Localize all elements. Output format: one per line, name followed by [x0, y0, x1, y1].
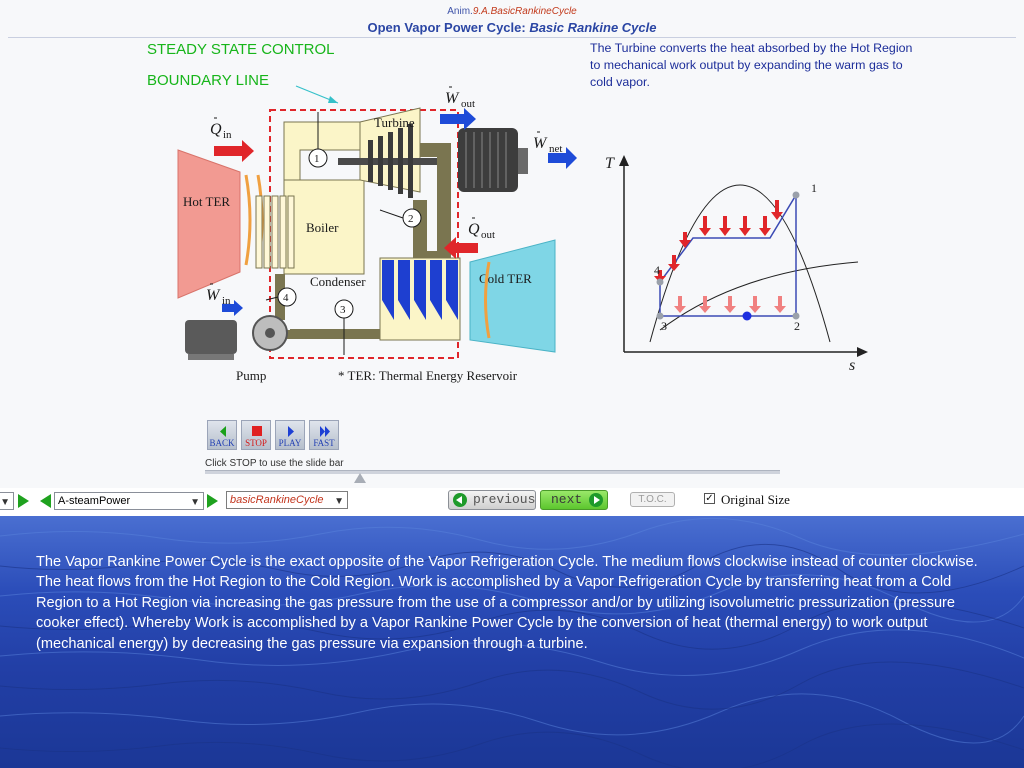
original-size-checkbox[interactable]: ✓ — [705, 493, 714, 504]
high-pressure-isobar — [660, 262, 858, 330]
title-sub: Basic Rankine Cycle — [529, 20, 657, 35]
steady-state-label-2: BOUNDARY LINE — [147, 72, 269, 89]
play-label: PLAY — [278, 438, 302, 448]
state-3-label: 3 — [340, 304, 346, 316]
chapter-select[interactable] — [54, 492, 204, 510]
anim-module: 9.A.BasicRankineCycle — [472, 6, 577, 17]
ts-state-4-label: 4 — [654, 263, 660, 277]
hot-ter-block — [178, 150, 240, 298]
boundary-pointer-head — [328, 96, 338, 103]
ts-state-4-dot — [657, 279, 664, 286]
q-in-symbol: Q — [210, 121, 222, 138]
animation-select-value: basicRankineCycle — [230, 494, 324, 506]
animation-id — [0, 6, 1024, 17]
stop-label: STOP — [245, 438, 267, 448]
ts-state-1-label: 1 — [811, 181, 817, 195]
play-icon — [285, 425, 297, 438]
animation-select[interactable] — [226, 491, 348, 509]
generator-cap — [518, 148, 528, 174]
fast-button[interactable] — [309, 420, 339, 450]
ts-state-2-label: 2 — [794, 319, 800, 333]
w-net-symbol: W — [533, 135, 547, 152]
q-out-symbol: Q — [468, 221, 480, 238]
w-out-sub: out — [461, 98, 476, 110]
original-size-label: Original Size — [721, 492, 790, 507]
rankine-schematic — [170, 78, 590, 398]
green-arrow-left-icon — [40, 494, 51, 508]
toc-label: T.O.C. — [638, 494, 667, 505]
slider-hint: Click STOP to use the slide bar — [205, 458, 344, 469]
state-1-label: 1 — [314, 153, 320, 165]
q-out-sub: out — [481, 229, 496, 241]
stop-icon — [251, 425, 263, 438]
t-axis-arrow — [619, 155, 629, 166]
state-2-label: 2 — [408, 213, 414, 225]
w-in-symbol: W — [206, 287, 220, 304]
slide-bar[interactable] — [205, 470, 780, 474]
slide-bar-thumb[interactable] — [354, 473, 366, 483]
previous-label: previous — [473, 492, 536, 507]
chapter-select-value: A-steamPower — [58, 495, 131, 507]
toc-button[interactable] — [630, 492, 675, 507]
previous-arrow-icon — [453, 493, 467, 507]
s-axis-label: s — [849, 357, 856, 374]
back-label: BACK — [209, 438, 235, 448]
steady-state-label-1: STEADY STATE CONTROL — [147, 41, 335, 58]
condenser-pump-pipe — [290, 330, 380, 334]
back-button[interactable] — [207, 420, 237, 450]
ts-diagram — [595, 150, 885, 380]
pump-label: Pump — [236, 368, 267, 383]
next-button[interactable] — [540, 490, 608, 510]
ts-heat-out-arrows — [674, 296, 786, 313]
ts-moving-state-marker — [743, 312, 752, 321]
boiler-label: Boiler — [306, 220, 339, 235]
chevron-down-icon: ▼ — [334, 496, 344, 507]
back-icon — [217, 425, 229, 438]
w-in-sub: in — [222, 295, 231, 307]
pump-base — [188, 354, 234, 360]
anim-prefix: Anim. — [447, 6, 473, 17]
s-axis-arrow — [857, 347, 868, 357]
previous-button[interactable] — [448, 490, 536, 510]
play-button[interactable] — [275, 420, 305, 450]
w-net-sub: net — [549, 143, 563, 155]
hot-ter-label: Hot TER — [183, 194, 231, 209]
slide-paragraph: The Vapor Rankine Power Cycle is the exact opposite of the Vapor Refrigeration Cycle. The medium flows clockwise instead of counter clockwise. The heat flows from the Hot Region to the Cold Region. Work is accomplished by a Vapor Refrigeration Cycle by transferring heat from a Cold Region to a Hot Region via increasing the gas pressure from the use of a compressor and/or by utilizing isovolumetric pressurization (pressure cooker effect). Whereby Work is accomplished by a Vapor Rankine Power Cycle by the conversion of heat (thermal energy) to work output (mechanical energy) by decreasing the gas pressure via expansion through a turbine. — [36, 554, 978, 652]
green-arrow-right-icon — [207, 494, 218, 508]
q-in-sub: in — [223, 129, 232, 141]
green-arrow-icon — [18, 494, 29, 508]
state-4-label: 4 — [283, 292, 289, 304]
next-arrow-icon — [589, 493, 603, 507]
cold-ter-label: Cold TER — [479, 271, 532, 286]
hot-ter-wave-1 — [246, 175, 250, 265]
title-main: Open Vapor Power Cycle: — [367, 20, 530, 35]
title-divider — [8, 37, 1016, 38]
stop-button[interactable] — [241, 420, 271, 450]
module-select-truncated[interactable] — [0, 492, 14, 510]
ts-state-3-label: 3 — [661, 319, 667, 333]
page-title — [0, 20, 1024, 35]
ts-heat-in-arrows — [654, 200, 783, 283]
condenser-label: Condenser — [310, 274, 366, 289]
fast-label: FAST — [313, 438, 335, 448]
t-axis-label: T — [605, 155, 614, 172]
step-description: The Turbine converts the heat absorbed by the Hot Region to mechanical work output by expanding the warm gas to cold vapor. — [590, 41, 913, 89]
boiler-tubes — [256, 196, 294, 268]
ter-note: * TER: Thermal Energy Reservoir — [338, 368, 518, 383]
turbine-condenser-pipe — [420, 150, 444, 258]
pump-motor — [185, 320, 237, 354]
chevron-down-icon: ▼ — [0, 497, 10, 508]
fast-forward-icon — [319, 425, 331, 438]
generator-body — [458, 128, 518, 192]
cold-ter-block — [470, 240, 555, 352]
chevron-down-icon: ▼ — [190, 497, 200, 508]
turbine-label: Turbine — [374, 115, 415, 130]
pump-hub — [265, 328, 275, 338]
ts-state-1-dot — [793, 192, 800, 199]
next-label: next — [551, 492, 583, 507]
w-out-symbol: W — [445, 90, 459, 107]
